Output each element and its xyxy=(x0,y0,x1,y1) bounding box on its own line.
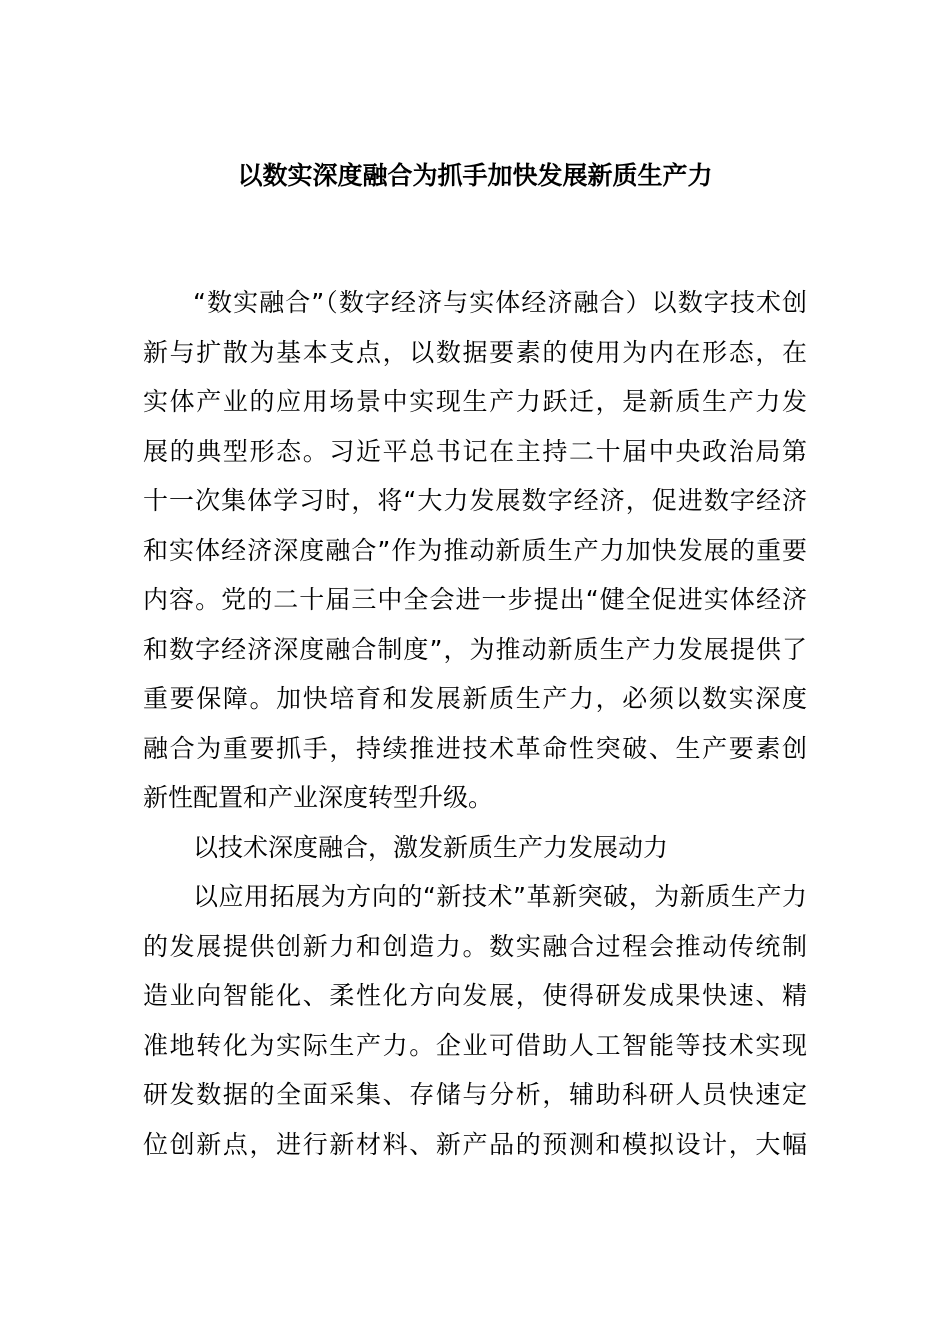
paragraph-line: 的发展提供创新力和创造力。数实融合过程会推动传统制 xyxy=(143,931,807,961)
paragraph-line: 新性配置和产业深度转型升级。 xyxy=(143,783,494,812)
paragraph-line: 新与扩散为基本支点，以数据要素的使用为内在形态，在 xyxy=(143,337,807,367)
paragraph-line: 内容。党的二十届三中全会进一步提出“健全促进实体经济 xyxy=(143,585,807,614)
paragraph-line: 位创新点，进行新材料、新产品的预测和模拟设计，大幅 xyxy=(143,1129,807,1159)
document-title: 以数实深度融合为抓手加快发展新质生产力 xyxy=(237,161,713,190)
paragraph-line: “数实融合”（数字经济与实体经济融合）以数字技术创 xyxy=(193,288,807,317)
paragraph-line: 十一次集体学习时，将“大力发展数字经济，促进数字经济 xyxy=(143,486,807,515)
paragraph-line: 和实体经济深度融合”作为推动新质生产力加快发展的重要 xyxy=(143,535,807,565)
paragraph-line: 以应用拓展为方向的“新技术”革新突破，为新质生产力 xyxy=(193,882,807,911)
document-body xyxy=(143,278,807,1169)
paragraph-line: 研发数据的全面采集、存储与分析，辅助科研人员快速定 xyxy=(143,1080,807,1109)
paragraph-line: 融合为重要抓手，持续推进技术革命性突破、生产要素创 xyxy=(143,733,807,763)
paragraph-line: 实体产业的应用场景中实现生产力跃迁，是新质生产力发 xyxy=(143,387,807,416)
paragraph-line: 造业向智能化、柔性化方向发展，使得研发成果快速、精 xyxy=(143,981,807,1010)
paragraph-line: 展的典型形态。习近平总书记在主持二十届中央政治局第 xyxy=(143,436,807,466)
section-heading: 以技术深度融合，激发新质生产力发展动力 xyxy=(193,832,669,862)
paragraph-line: 和数字经济深度融合制度”，为推动新质生产力发展提供了 xyxy=(143,634,807,664)
paragraph-line: 准地转化为实际生产力。企业可借助人工智能等技术实现 xyxy=(143,1030,807,1060)
paragraph-line: 重要保障。加快培育和发展新质生产力，必须以数实深度 xyxy=(143,684,807,713)
